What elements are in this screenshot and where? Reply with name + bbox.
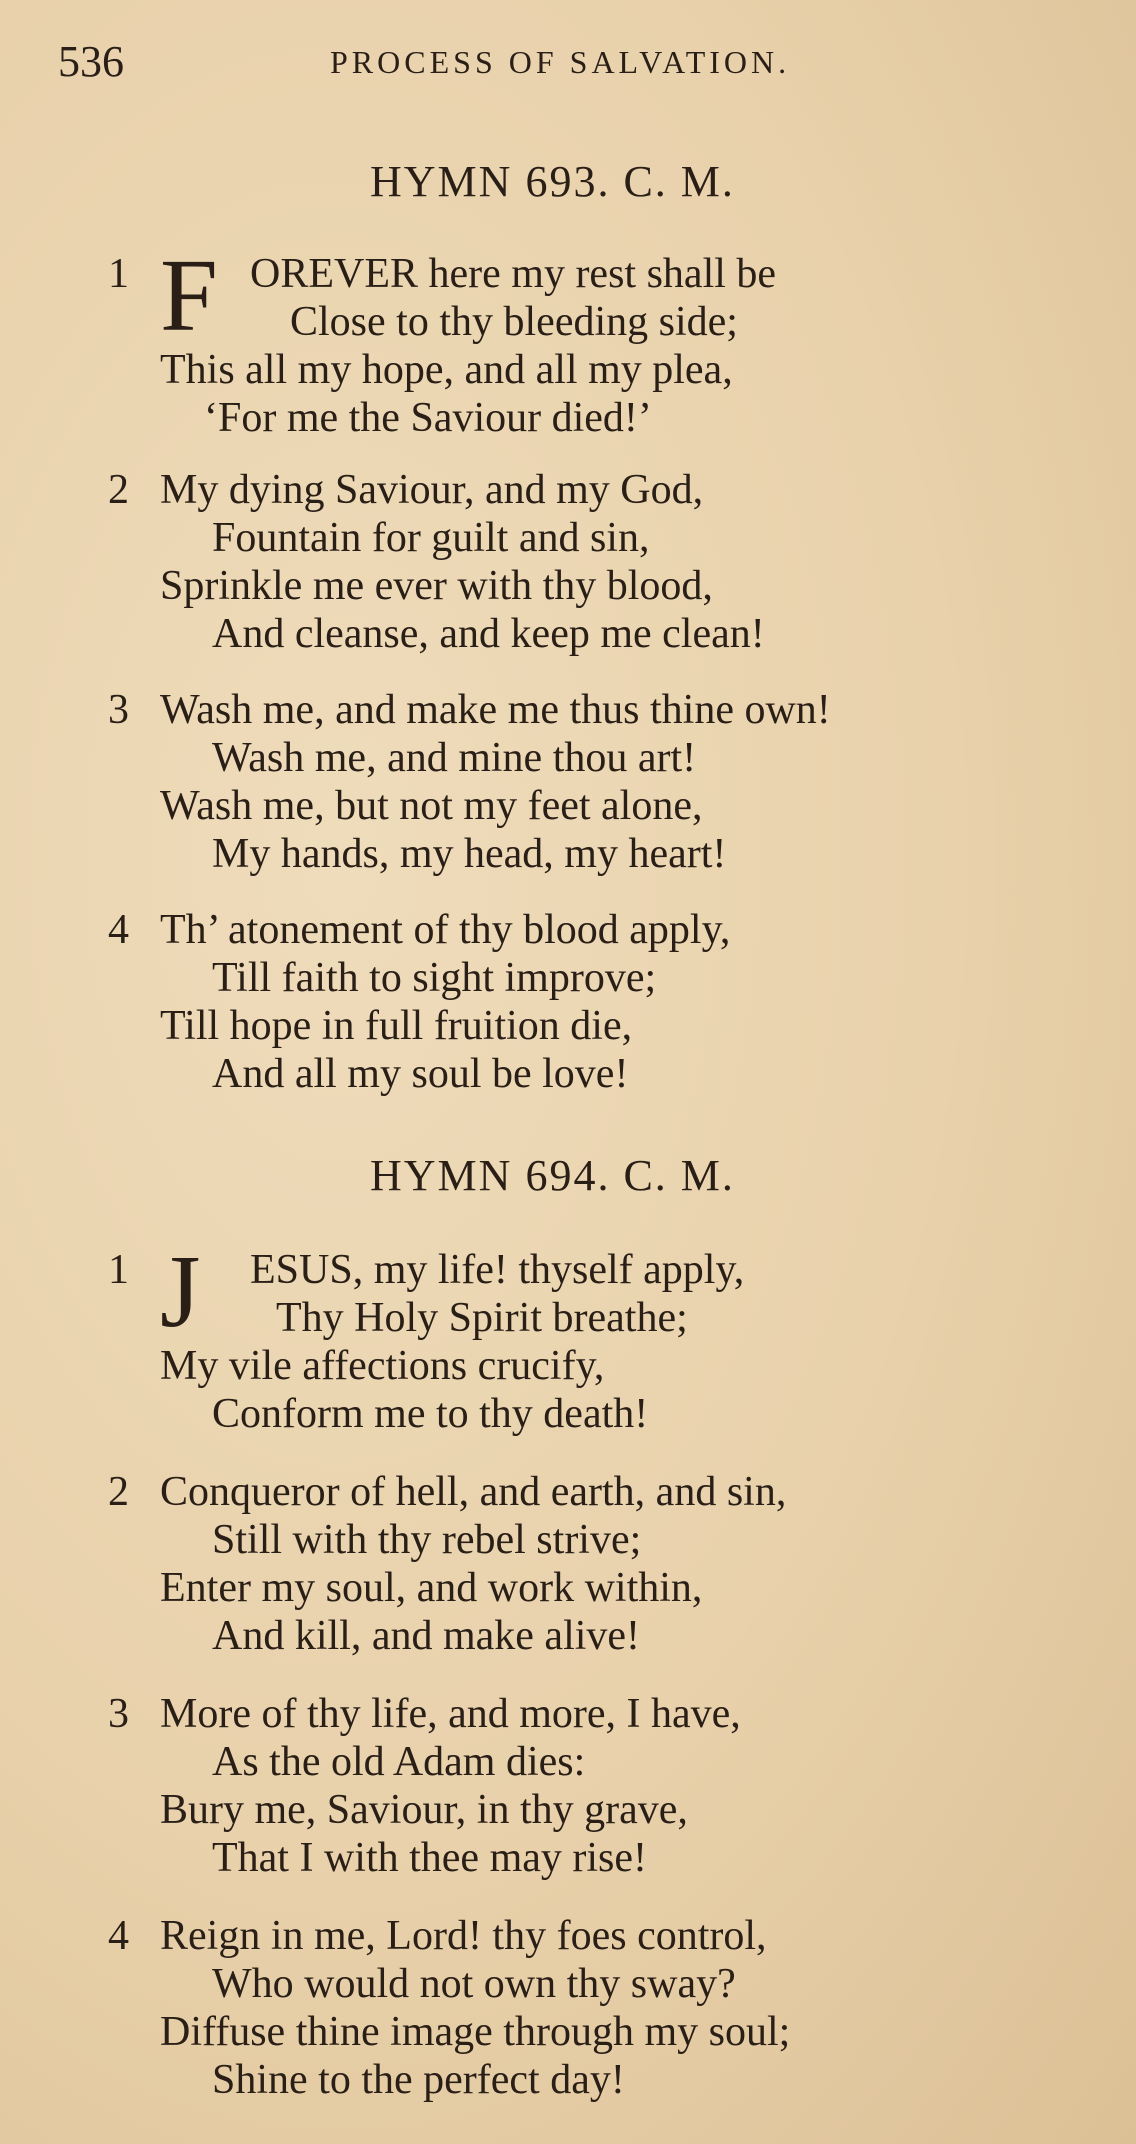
verse-line: Enter my soul, and work within, [160,1565,703,1611]
verse-line: Till hope in full fruition die, [160,1003,633,1049]
verse-line: My hands, my head, my heart! [212,831,727,877]
verse [108,1234,1068,1446]
verse-line: And all my soul be love! [212,1051,629,1097]
verse-line: Conform me to thy death! [212,1391,649,1437]
running-head [58,36,1098,96]
verse-number: 1 [108,251,129,297]
verse-number: 4 [108,1913,129,1959]
verse-line: Wash me, and mine thou art! [212,735,697,781]
dropcap: F [160,238,218,353]
verse-line: OREVER here my rest shall be [250,251,777,297]
verse-line: Fountain for guilt and sin, [212,515,650,561]
verse-line: My vile affections crucify, [160,1343,605,1389]
verse-line: Thy Holy Spirit breathe; [276,1295,688,1341]
verse-line: More of thy life, and more, I have, [160,1691,741,1737]
verse-line: ESUS, my life! thyself apply, [250,1247,745,1293]
verse-line: That I with thee may rise! [212,1835,648,1881]
hymn-title: HYMN 694. C. M. [370,1151,735,1200]
dropcap: J [160,1234,201,1349]
verse-line: Still with thy rebel strive; [212,1517,642,1563]
verse [108,238,1068,450]
verse-line: Till faith to sight improve; [212,955,657,1001]
verse-number: 1 [108,1247,129,1293]
verse-line: As the old Adam dies: [212,1739,586,1785]
verse-number: 3 [108,687,129,733]
verse-line: Reign in me, Lord! thy foes control, [160,1913,767,1959]
verse-number: 2 [108,1469,129,1515]
verse-line: Who would not own thy sway? [212,1961,736,2007]
verse-line: Sprinkle me ever with thy blood, [160,563,713,609]
verse [108,906,1068,1106]
verse-line: My dying Saviour, and my God, [160,467,704,513]
verse-line: And kill, and make alive! [212,1613,641,1659]
verse-line: Bury me, Saviour, in thy grave, [160,1787,688,1833]
verse-line: Shine to the perfect day! [212,2057,625,2103]
page-number: 536 [58,37,124,86]
verse-line: This all my hope, and all my plea, [160,347,733,393]
verse [108,686,1068,886]
verse-line: Conqueror of hell, and earth, and sin, [160,1469,787,1515]
verse-line: Th’ atonement of thy blood apply, [160,907,731,953]
running-title: PROCESS OF SALVATION. [330,44,791,80]
verse-line: Diffuse thine image through my soul; [160,2009,791,2055]
verse-number: 4 [108,907,129,953]
verse-line: Wash me, and make me thus thine own! [160,687,831,733]
verse [108,1690,1068,1890]
verse-line: Wash me, but not my feet alone, [160,783,703,829]
verse-number: 2 [108,467,129,513]
verse-line: ‘For me the Saviour died!’ [204,395,652,441]
verse-line: Close to thy bleeding side; [290,299,738,345]
verse-number: 3 [108,1691,129,1737]
verse-line: And cleanse, and keep me clean! [212,611,765,657]
verse [108,1912,1068,2112]
hymn-title: HYMN 693. C. M. [370,157,735,206]
verse [108,1468,1068,1668]
verse [108,466,1068,666]
